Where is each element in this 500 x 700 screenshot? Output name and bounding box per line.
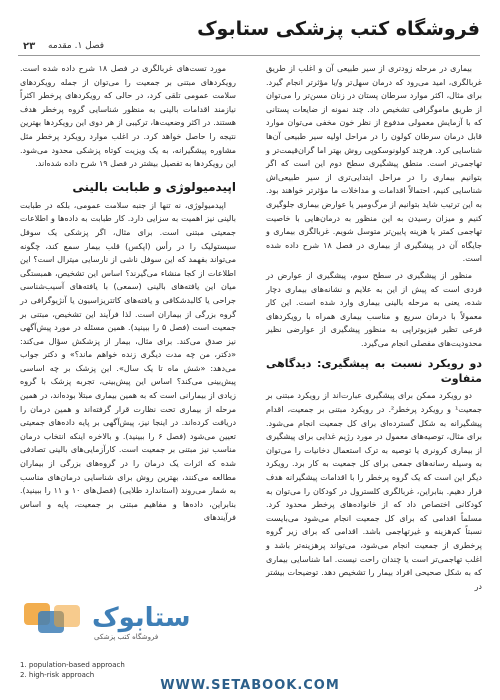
store-title: فروشگاه کتب پزشکی ستابوک [197,18,480,40]
body-paragraph: بیماری در مرحله زودتری از سیر طبیعی آن و اغلب از طریق غربالگری، امید می‌رود که درمان سهل‌تر و/یا مؤثرتر انجام گیرد. برای مثال، اکثر موارد سرطان پستان در زنان مسن‌تر را می‌توان از طریق ماموگرافی تشخیص داد. چند نمونه از ضایعات پستانی که با آزمایش معمولی مدفوع از نظر خون مخفی می‌توان موارد قابل درمان سرطان کولون را در مراحل اولیه سیر طبیعی آن‌ها شناسایی کرد. هرچند کولونوسکوپی روش بهتر اما گران‌قیمت‌تر و تهاجمی‌تر است. منطق پیشگیری سطح دوم این است که اگر بتوانیم بیماری را در مراحل ابتدایی‌تری از سیر طبیعی‌اش شناسایی کنیم، احتمالاً اقدامات و مداخلات ما مؤثرتر خواهند بود. به این ترتیب شاید بتوانیم از مرگ‌ومیر یا عوارض بیماری جلوگیری کنیم و میزان رسیدن به این منظور به درمان‌هایی با خاصیت تهاجمی کمتر یا هزینه پایین‌تر متوسل شویم. غربالگری بیماری و جایگاه آن در پیشگیری از بیماری در فصل ۱۸ شرح داده شده است. [266,64,483,264]
body-paragraph: مورد تست‌های غربالگری در فصل ۱۸ شرح داده شده است. رویکردهای مبتنی بر جمعیت را می‌توان از جمله رویکردهای سلامت عمومی تلقی کرد، در حالی که رویکردهای پرخطر اکثراً نیازمند اقدامات بالینی به منظور شناسایی گروه پرخطر هدف هستند. در اکثر وضعیت‌ها، ترکیبی از هر دوی این رویکردها بهترین نتیجه را حاصل خواهد کرد. در اغلب موارد رویکرد پرخطر مثل مشاوره پیشگیرانه، به یک ویزیت کوتاه پزشکی محدود می‌شود. این رویکردها به تفصیل بیشتر در فصل ۱۹ شرح داده شده‌اند. [20,64,236,169]
body-paragraph: منظور از پیشگیری در سطح سوم، پیشگیری از عوارض در فردی است که پیش از این به علایم و نشانه‌های بیماری دچار شده، یعنی به مرحله بالینی بیماری وارد شده است. این کار معمولاً با درمان سریع و مناسب بیماری همراه با رویکردهای فرعی تظیر فیزیوتراپی به منظور پیشگیری از عوارضی نظیر محدودیت‌های مفصلی انجام می‌گیرد. [266,270,482,348]
page-number: ۲۳ [23,41,36,52]
footnote: 1. population-based approach [20,661,125,669]
section-heading: دو رویکرد نسبت به پیشگیری: دیدگاهی متفاوت [266,357,482,386]
watermark-brand: ستابوک [92,603,191,633]
watermark-url[interactable]: WWW.SETABOOK.COM [160,678,340,693]
body-paragraph: اپیدمیولوژی، نه تنها از جنبه سلامت عمومی، بلکه در طبابت بالینی نیز اهمیت به سزایی دارد. کار طبابت به داده‌ها و اطلاعات جمعیتی مبتنی است. برای مثال، اگر پزشکی یک سوفل سیستولیک را در رأس (اپکس) قلب بیمار سمع کند، چگونه می‌تواند بفهمد که این سوفل ناشی از نارسایی میترال است؟ این اطلاعات از کجا منشاء می‌گیرند؟ اساس این تشخیص، همبستگی میان این یافته‌های بالینی (سمعی) با یافته‌های آسیب‌شناسی جراحی یا کالبدشکافی و یافته‌های کاتتریزاسیون یا آنژیوگرافی در گروه بزرگی از بیماران است. لذا فرآیند این تشخیص، مبتنی بر جمعیت است (فصل ۵ را ببینید). همین مسئله در مورد پیش‌آگهی نیز صدق می‌کند. برای مثال، بیمار از پزشکش سؤال می‌کند: «دکتر، من چه مدت دیگری زنده خواهم ماند؟» و دکتر جواب می‌دهد: «شش ماه تا یک سال». این پزشک بر چه اساسی پیش‌بینی می‌کند؟ اساس این پیش‌بینی، تجربه پزشک با گروه زیادی از بیمارانی است که به همین بیماری مبتلا بوده‌اند، در همین مرحله از بیماری تحت نظارت قرار گرفته‌اند و همین درمان را دریافت کرده‌اند. در اینجا نیز، پیش‌آگهی بر پایه داده‌های جمعیتی تعیین می‌شود (فصل ۶ را ببینید). و بالاخره اینکه انتخاب درمان مناسب نیز مبتنی بر جمعیت است. کارآزمایی‌های بالینی تصادفی شده که اثرات یک درمان را در گروه‌های بزرگی از بیماران مطالعه می‌کنند، بهترین روش برای شناسایی درمان‌های مناسب به شمار می‌روند (استاندارد طلایی) (فصل‌های ۱۰ و ۱۱ را ببینید). بنابراین، داده‌ها و مفاهیم مبتنی بر جمعیت، پایه و اساس فرآیندهای [20,200,236,523]
footnotes [20,660,236,680]
right-column [266,62,482,596]
setabook-logo-icon [20,597,90,641]
body-paragraph: دو رویکرد ممکن برای پیشگیری عبارت‌اند از رویکرد مبتنی بر جمعیت¹ و رویکرد پرخطر². در رویکرد مبتنی بر جمعیت، اقدام پیشگیرانه به شکل گسترده‌ای برای کل جمعیت انجام می‌شود. برای مثال، توصیه‌های معمول در مورد رژیم غذایی برای پیشگیری از بیماری کرونری یا توصیه به ترک استعمال دخانیات را می‌توان به وسیله رسانه‌های جمعی برای کل جمعیت به کار برد. رویکرد دیگر این است که یک گروه پرخطر را با اقدامات پیشگیرانه هدف قرار دهیم. بنابراین، غربالگری کلسترول در کودکان را می‌توان به کودکانی اختصاص داد که از خانواده‌های پرخطر محدود کرد. مسلماً اقدامی که برای کل جمعیت انجام می‌شود می‌بایست نسبتاً کم‌هزینه و غیرتهاجمی باشد. اقدامی که برای زیر گروه پرخطری از جمعیت انجام می‌شود، می‌تواند پرهزینه‌تر باشد و اغلب تهاجمی‌تر است یا چندان راحت نیست. اما شناسایی بیماری که به شکل صحیحی افراد بیمار را تشخیص دهد. توضیحات بیشتر در [266,391,482,591]
setabook-watermark [20,597,220,657]
header-divider [18,55,480,56]
section-heading: اپیدمیولوژی و طبابت بالینی [72,179,236,194]
left-column [20,62,236,528]
chapter-label: فصل ۱. مقدمه [48,41,105,51]
watermark-subtitle: فروشگاه کتب پزشکی [94,633,159,641]
page-header [0,0,500,50]
footnote: 2. high-risk approach [20,671,95,679]
